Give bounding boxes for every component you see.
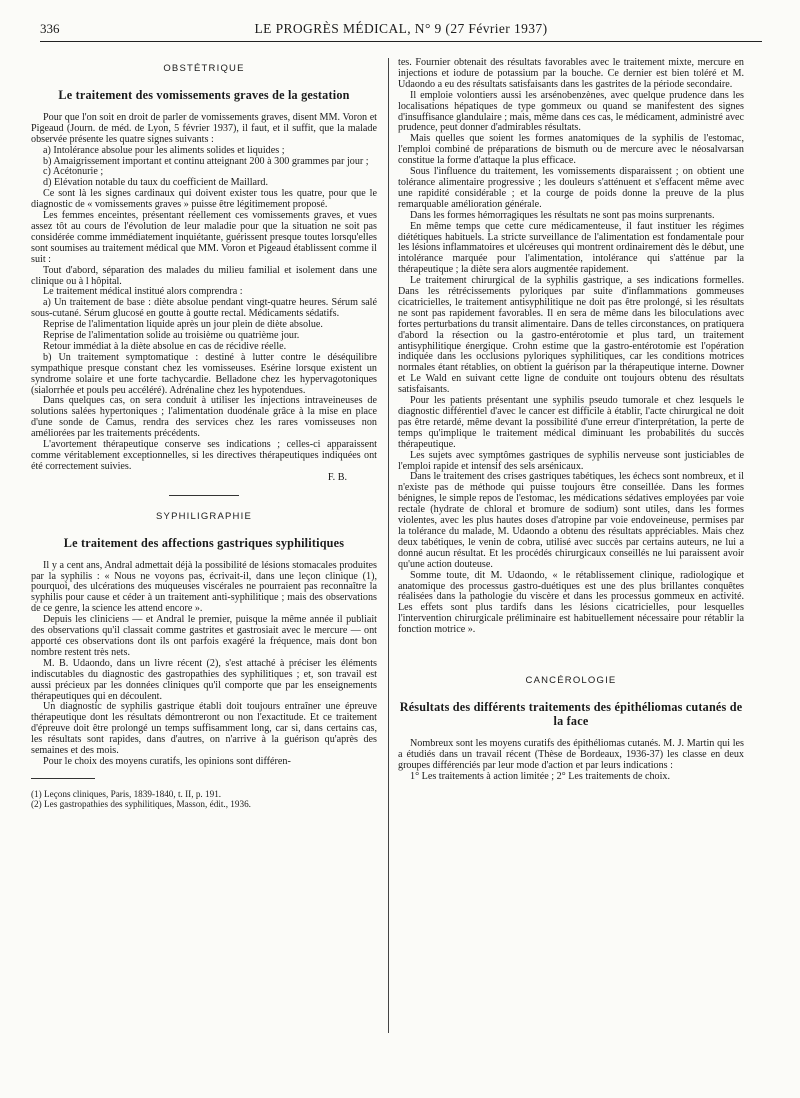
paragraph: Le traitement chirurgical de la syphilis gastrique, a ses indications formelles. Dans les rétrécissements pyloriques par suite d'inflammations gommeuses cicatricielles, le traitement antisyphilitique ne doit pas être prolongé, si les résultats ne sont pas rapidement favorables. Il en sera de même dans les biloculations avec fortes perturbations du transit alimentaire. Dans de telles circonstances, on pratiquera d'abord la résection ou la gastro-entérotomie et plus tard, un traitement antisyphilitique énergique. Crohn estime que la gastro-entérotomie est l'opération indiquée dans les occlusions pyloriques syphilitiques, car les conditions motrices normales étant rétablies, on obtient la guérison par la thérapeutique interne. Downer et Le Wald en suivant cette ligne de conduite ont toujours obtenu des résultats satisfaisants.: [398, 275, 744, 396]
article-title-syphilis-gastrique: Le traitement des affections gastriques syphilitiques: [63, 535, 345, 550]
paragraph: Dans les formes hémorragiques les résultats ne sont pas moins surprenants.: [410, 209, 715, 221]
paragraph: d) Elévation notable du taux du coefficient de Maillard.: [43, 177, 269, 189]
paragraph: Nombreux sont les moyens curatifs des épithéliomas cutanés. M. J. Martin qui les a étudiés dans un travail récent (Thèse de Bordeaux, 1936-37) les classe en deux groupes différenciés par leur mode d'action et par leurs indications :: [398, 737, 744, 771]
paragraph: Dans quelques cas, on sera conduit à utiliser les injections intraveineuses de solutions salées hypertoniques ; l'alimentation duodénale grâce à la mise en place d'une sonde de Camus, rendra des services chez les rares vomisseuses non améliorées par les traitements précédents.: [31, 395, 377, 440]
footnotes: [31, 789, 377, 810]
paragraph: Depuis les cliniciens — et Andral le premier, puisque la même année il publiait des observations qu'il classait comme gastrites et gastrosiait avec le mercure — ont apporté ces observations dont ils ont parfois exagéré la fréquence, mais dont bon nombre restent très nets.: [31, 614, 377, 658]
section-rubric-syphiligraphie: SYPHILIGRAPHIE: [156, 510, 252, 522]
section-spacer: [398, 636, 744, 670]
section-rubric-cancerologie: CANCÉROLOGIE: [525, 675, 617, 687]
journal-running-title: LE PROGRÈS MÉDICAL, N° 9 (27 Février 1937): [254, 21, 548, 36]
paragraph: Les sujets avec symptômes gastriques de syphilis nerveuse sont justiciables de l'emploi rapide et intensif des sels arsénicaux.: [398, 449, 744, 472]
paragraph: Pour le choix des moyens curatifs, les opinions sont différen-: [43, 755, 291, 767]
footnote: (1) Leçons cliniques, Paris, 1839-1840, t. II, p. 191.: [31, 788, 222, 799]
footnote-separator: [31, 778, 95, 779]
paragraph: a) Un traitement de base : diète absolue pendant vingt-quatre heures. Sérum salé sous-cutané. Sérum glucosé en goutte à goutte rectal. Médicaments sédatifs.: [31, 297, 377, 320]
paragraph: Il emploie volontiers aussi les arsénobenzènes, avec quelque prudence dans les localisations hépatiques de type gommeux ou quand se manifestent des signes d'insuffisance glandulaire ; mais, même dans ces cas, le médicament, administré avec prudence, peut donner d'admirables résultats.: [398, 89, 744, 134]
paragraph: Sous l'influence du traitement, les vomissements disparaissent ; on obtient une tolérance alimentaire progressive ; les douleurs s'atténuent et s'effacent même avec une rapidité considérable ; et la courge de poids donne la preuve de la plus remarquable amélioration générale.: [398, 166, 744, 210]
paragraph: b) Un traitement symptomatique : destiné à lutter contre le déséquilibre sympathique presque constant chez les vomisseuses. Esérine lorsque existent un syndrome solaire et une forte tachycardie. Belladone chez les hypervagotoniques (sialorrhée et pouls peu accéléré). Adrénaline chez les hypotendues.: [31, 351, 377, 396]
paragraph: M. B. Udaondo, dans un livre récent (2), s'est attaché à préciser les éléments indiscutables du diagnostic des gastropathies des syphilitiques ; et, son travail est aussi précieux par les données cliniques qu'il comporte que par les enseignements thérapeutiques qui en découlent.: [31, 657, 377, 702]
section-rubric-obstetrique: OBSTÉTRIQUE: [163, 63, 245, 74]
paragraph: tes. Fournier obtenait des résultats favorables avec le traitement mixte, mercure en injections et iodure de potassium par la bouche. Ce dernier est bien toléré et M. Udaondo a eu des résultats satisfaisants dans les gastrites de la période secondaire.: [398, 58, 744, 90]
section-separator: [169, 495, 239, 496]
paragraph: a) Intolérance absolue pour les aliments solides et liquides ;: [43, 144, 285, 156]
paragraph: En même temps que cette cure médicamenteuse, il faut instituer les régimes diététiques habituels. La stricte surveillance de l'alimentation est fondamentale pour les lésions inflammatoires et ulcéreuses qui montrent ordinairement dès le début, une intolérance marquée pour l'alimentation, intolérance qui s'atténue par la thérapeutique ; la diète sera alors augmentée rapidement.: [398, 220, 744, 276]
paragraph: Reprise de l'alimentation solide au troisième ou quatrième jour.: [43, 330, 300, 342]
paragraph: Pour que l'on soit en droit de parler de vomissements graves, disent MM. Voron et Pigeaud (Journ. de méd. de Lyon, 5 février 1937), il faut, et il suffit, que la malade observée présente les quatre signes suivants :: [31, 111, 377, 145]
paragraph: Il y a cent ans, Andral admettait déjà la possibilité de lésions stomacales produites par la syphilis : « Nous ne voyons pas, écrivait-il, dans une leçon clinique (1), pourquoi, des ulcérations des muqueuses viscérales ne pourraient pas reconnaître la syphilis pour cause et céder à un traitement anti-syphilitique ; mais des observations de ce genre, la science les attend encore ».: [31, 559, 377, 615]
left-column: [31, 58, 377, 1093]
right-column: [398, 58, 744, 1093]
footnote: (2) Les gastropathies des syphilitiques, Masson, édit., 1936.: [31, 799, 251, 810]
paragraph: Les femmes enceintes, présentant réellement ces vomissements graves, et vues assez tôt au cours de l'évolution de leur maladie pour que la situation ne soit pas considérée comme immédiatement inquiétante, guérissent presque toutes lorsqu'elles sont soumises au traitement médical que MM. Voron et Pigeaud établissent comme il suit :: [31, 210, 377, 265]
paragraph: Tout d'abord, séparation des malades du milieu familial et isolement dans une clinique ou à l hôpital.: [31, 264, 377, 287]
column-divider: [388, 58, 389, 1033]
paragraph: Retour immédiat à la diète absolue en cas de récidive réelle.: [43, 340, 287, 352]
paragraph: Un diagnostic de syphilis gastrique établi doit toujours entraîner une épreuve thérapeutique dont les résultats démontreront ou non l'exactitude. Et ce traitement d'épreuve doit être prolongé un temps suffisamment long, car si, dans certains cas, les résultats sont rapides, dans d'autres, on n'arrive à la guérison qu'après des semaines et des mois.: [31, 701, 377, 757]
paragraph: Pour les patients présentant une syphilis pseudo tumorale et chez lesquels le diagnostic différentiel d'avec le cancer est difficile à établir, l'acte chirurgical ne doit pas être retardé, même devant la possibilité d'une erreur d'interprétation, la perte de temps qu'implique le traitement médical diminuant les probabilités du succès thérapeutique.: [398, 395, 744, 450]
article-title-vomissements: Le traitement des vomissements graves de la gestation: [58, 87, 350, 102]
paragraph: Somme toute, dit M. Udaondo, « le rétablissement clinique, radiologique et anatomique des processus gastro-duétiques est une des plus brillantes conquêtes réalisées dans la pathologie du viscère et dans les processus gommeux en activité. Les effets sont plus tardifs dans les lésions cicatricielles, pour lesquelles l'intervention chirurgicale préliminaire est habituellement nécessaire pour rétablir la fonction motrice ».: [398, 569, 744, 636]
article-title-epitheliomas: Résultats des différents traitements des épithéliomas cutanés de la face: [399, 699, 743, 728]
author-signature: F. B.: [327, 471, 347, 483]
paragraph: Reprise de l'alimentation liquide après un jour plein de diète absolue.: [43, 319, 323, 331]
paragraph: b) Amaigrissement important et continu atteignant 200 à 300 grammes par jour ;: [43, 155, 369, 167]
running-header: [40, 21, 762, 42]
paragraph: c) Acétonurie ;: [43, 166, 104, 178]
paragraph: Ce sont là les signes cardinaux qui doivent exister tous les quatre, pour que le diagnostic de « vomissements graves » puisse être légitimement proposé.: [31, 188, 377, 211]
paragraph: Dans le traitement des crises gastriques tabétiques, les échecs sont nombreux, et il n'existe pas de méthode qui puisse toujours être conseillée. Dans les formes bénignes, le simple repos de l'estomac, les médications sédatives employées par voie rectale (hydrate de chloral et bromure de sodium) sont utiles, dans les formes violentes, avec les plus hautes doses d'atropine par voie endoveineuse, permises par la tolérance du malade, M. Udaondo a obtenu des résultats appréciables. Mais chez deux tabétiques, le venin de cobra, utilisé avec succès par certains auteurs, ne lui a donné aucun résultat. Et les procédés chirurgicaux conseillés ne lui paraissent avoir qu'une action douteuse.: [398, 471, 744, 570]
paragraph: 1° Les traitements à action limitée ; 2° Les traitements de choix.: [410, 770, 671, 782]
paragraph: Mais quelles que soient les formes anatomiques de la syphilis de l'estomac, l'emploi combiné de préparations de bismuth ou de mercure avec le néosalvarsan constitue la forme d'attaque la plus efficace.: [398, 133, 744, 167]
paragraph: L'avortement thérapeutique conserve ses indications ; celles-ci apparaissent comme véritablement exceptionnelles, si les directives thérapeutiques indiquées ont été correctement suivies.: [31, 439, 377, 472]
paragraph: Le traitement médical institué alors comprendra :: [43, 286, 243, 298]
page-number: 336: [40, 21, 60, 36]
